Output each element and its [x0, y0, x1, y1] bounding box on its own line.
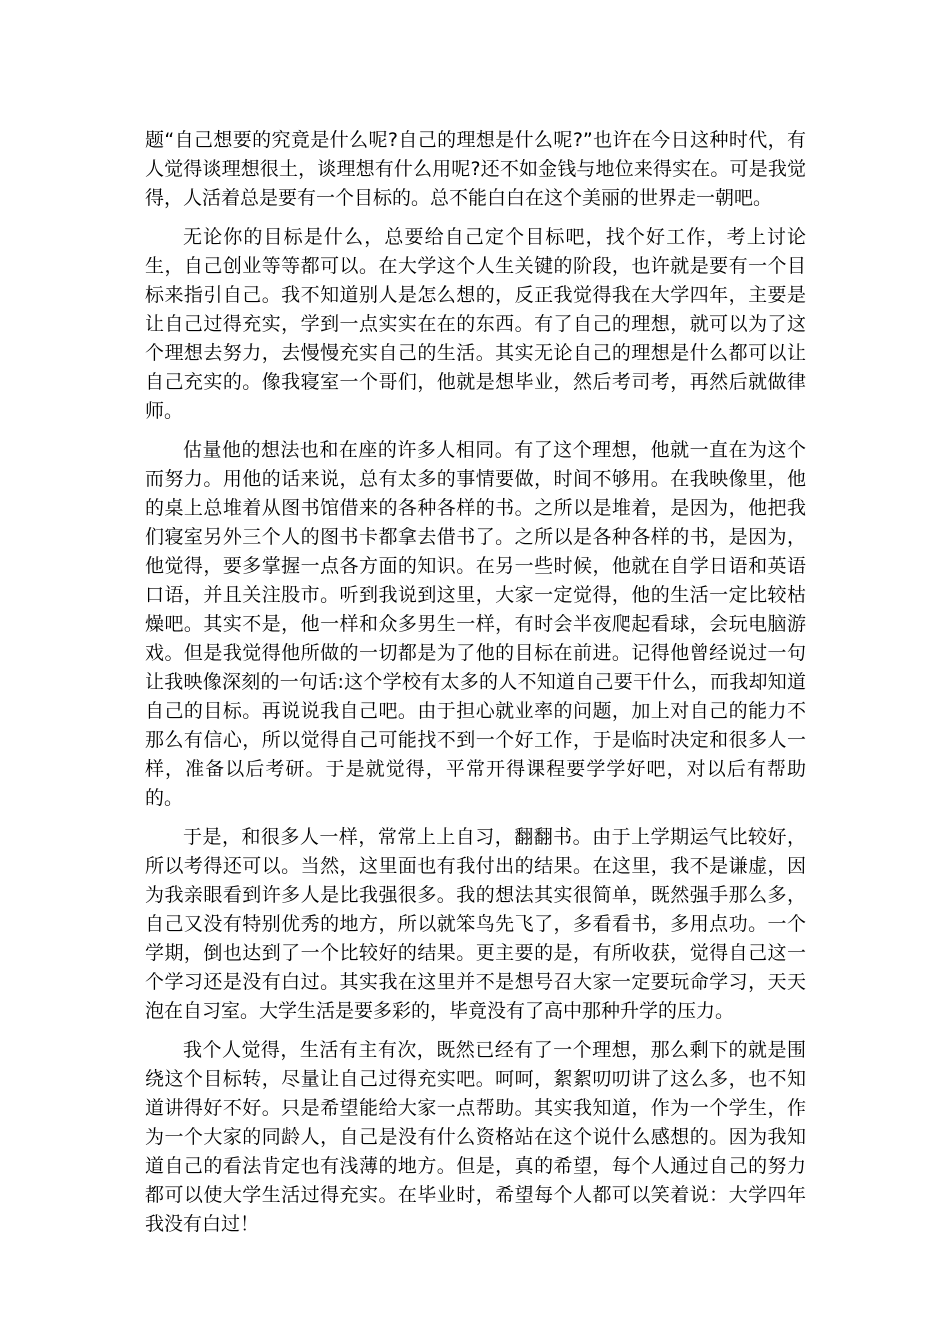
paragraph-5: 我个人觉得，生活有主有次，既然已经有了一个理想，那么剩下的就是围绕这个目标转，尽量让自己过得充实吧。呵呵，絮絮叨叨讲了这么多，也不知道讲得好不好。只是希望能给大家一点帮助。其实我知道，作为一个学生，作为一个大家的同龄人，自己是没有什么资格站在这个说什么感想的。因为我知道自己的看法肯定也有浅薄的地方。但是，真的希望，每个人通过自己的努力都可以使大学生活过得充实。在毕业时，希望每个人都可以笑着说：大学四年我没有白过！ [145, 1039, 806, 1235]
paragraph-2: 无论你的目标是什么，总要给自己定个目标吧，找个好工作，考上讨论生，自己创业等等都可以。在大学这个人生关键的阶段，也许就是要有一个目标来指引自己。我不知道别人是怎么想的，反正我觉得我在大学四年，主要是让自己过得充实，学到一点实实在在的东西。有了自己的理想，就可以为了这个理想去努力，去慢慢充实自己的生活。其实无论自己的理想是什么都可以让自己充实的。像我寝室一个哥们，他就是想毕业，然后考司考，再然后就做律师。 [145, 226, 806, 422]
paragraph-1: 题“自己想要的究竟是什么呢?自己的理想是什么呢?”也许在今日这种时代，有人觉得谈理想很土，谈理想有什么用呢?还不如金钱与地位来得实在。可是我觉得，人活着总是要有一个目标的。总不能白白在这个美丽的世界走一朝吧。 [145, 129, 806, 209]
paragraph-3: 估量他的想法也和在座的许多人相同。有了这个理想，他就一直在为这个而努力。用他的话来说，总有太多的事情要做，时间不够用。在我映像里，他的桌上总堆着从图书馆借来的各种各样的书。之所以是堆着，是因为，他把我们寝室另外三个人的图书卡都拿去借书了。之所以是各种各样的书，是因为，他觉得，要多掌握一点各方面的知识。在另一些时候，他就在自学日语和英语口语，并且关注股市。听到我说到这里，大家一定觉得，他的生活一定比较枯燥吧。其实不是，他一样和众多男生一样，有时会半夜爬起看球，会玩电脑游戏。但是我觉得他所做的一切都是为了他的目标在前进。记得他曾经说过一句让我映像深刻的一句话:这个学校有太多的人不知道自己要干什么，而我却知道自己的目标。再说说我自己吧。由于担心就业率的问题，加上对自己的能力不那么有信心，所以觉得自己可能找不到一个好工作，于是临时决定和很多人一样，准备以后考研。于是就觉得，平常开得课程要学学好吧，对以后有帮助的。 [145, 439, 806, 809]
paragraph-4: 于是，和很多人一样，常常上上自习，翻翻书。由于上学期运气比较好，所以考得还可以。当然，这里面也有我付出的结果。在这里，我不是谦虚，因为我亲眼看到许多人是比我强很多。我的想法其实很简单，既然强手那么多，自己又没有特别优秀的地方，所以就笨鸟先飞了，多看看书，多用点功。一个学期，倒也达到了一个比较好的结果。更主要的是，有所收获，觉得自己这一个学习还是没有白过。其实我在这里并不是想号召大家一定要玩命学习，天天泡在自习室。大学生活是要多彩的，毕竟没有了高中那种升学的压力。 [145, 826, 806, 1022]
document-body [145, 126, 806, 1239]
